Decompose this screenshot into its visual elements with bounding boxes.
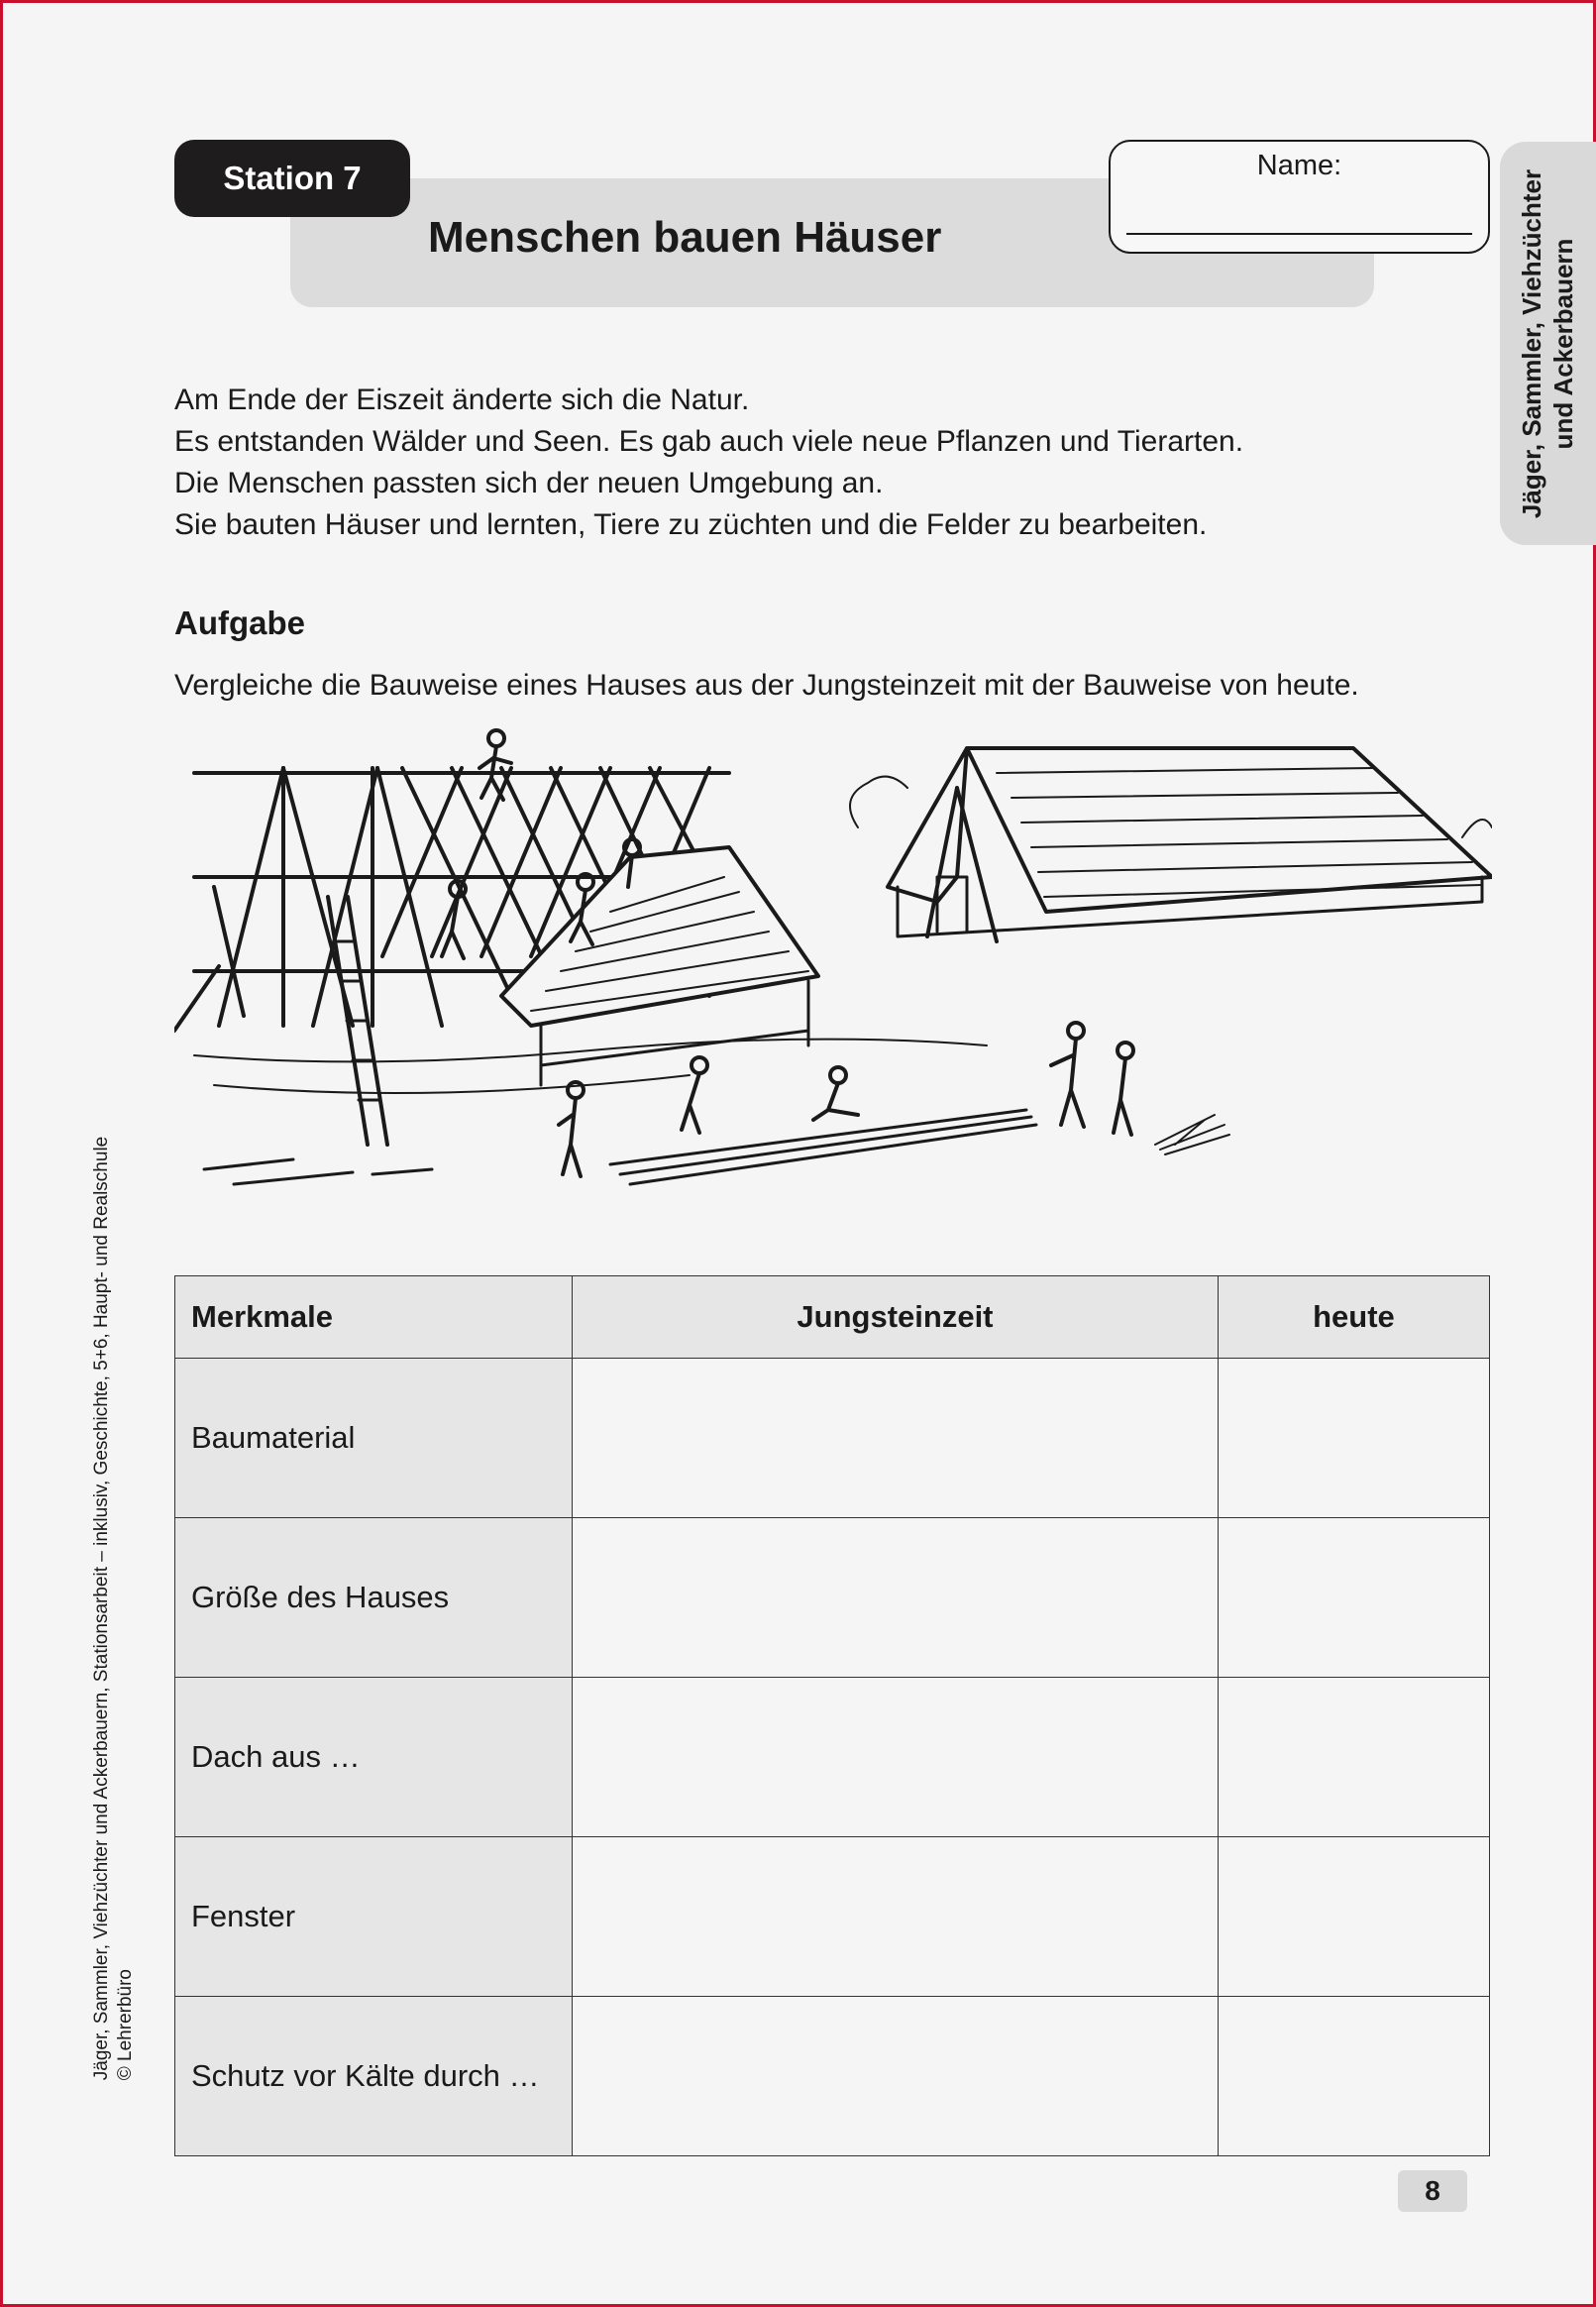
feature-cell: Baumaterial [175, 1359, 573, 1518]
intro-line: Die Menschen passten sich der neuen Umgebung an. [174, 467, 884, 499]
task-text: Vergleiche die Bauweise eines Hauses aus der Jungsteinzeit mit der Bauweise von heute. [174, 669, 1359, 702]
feature-cell: Schutz vor Kälte durch … [175, 1997, 573, 2156]
intro-line: Es entstanden Wälder und Seen. Es gab auch viele neue Pflanzen und Tierarten. [174, 425, 1244, 458]
answer-cell-jungsteinzeit[interactable] [573, 1359, 1219, 1518]
side-tab-text [1500, 142, 1596, 545]
answer-cell-jungsteinzeit[interactable] [573, 1518, 1219, 1678]
page-title: Menschen bauen Häuser [428, 213, 942, 262]
answer-cell-heute[interactable] [1218, 1678, 1489, 1837]
answer-cell-heute[interactable] [1218, 1997, 1489, 2156]
answer-cell-jungsteinzeit[interactable] [573, 1678, 1219, 1837]
feature-cell: Fenster [175, 1837, 573, 1997]
intro-text [174, 380, 1243, 546]
name-field[interactable] [1109, 140, 1490, 254]
answer-cell-heute[interactable] [1218, 1518, 1489, 1678]
neolithic-house-illustration [174, 728, 1492, 1224]
answer-cell-jungsteinzeit[interactable] [573, 1837, 1219, 1997]
table-row [175, 1997, 1490, 2156]
side-tab-line-1: Jäger, Sammler, Viehzüchter [1517, 168, 1547, 518]
column-header-jungsteinzeit: Jungsteinzeit [573, 1276, 1219, 1359]
table-row [175, 1359, 1490, 1518]
feature-cell: Größe des Hauses [175, 1518, 573, 1678]
feature-cell: Dach aus … [175, 1678, 573, 1837]
task-heading: Aufgabe [174, 604, 305, 641]
name-label: Name: [1256, 150, 1342, 181]
side-tab-line-2: und Ackerbauern [1548, 238, 1579, 449]
table-header-row [175, 1276, 1490, 1359]
copyright-line-1: Jäger, Sammler, Viehzüchter und Ackerbauern, Stationsarbeit – inklusiv, Geschichte, 5+6, Haupt- und Realschule [91, 1136, 112, 2080]
table-row [175, 1837, 1490, 1997]
comparison-table [174, 1275, 1490, 2156]
table-row [175, 1518, 1490, 1678]
station-badge: Station 7 [174, 140, 410, 217]
answer-cell-heute[interactable] [1218, 1837, 1489, 1997]
intro-line: Am Ende der Eiszeit änderte sich die Natur. [174, 384, 750, 416]
answer-cell-jungsteinzeit[interactable] [573, 1997, 1219, 2156]
column-header-heute: heute [1218, 1276, 1489, 1359]
table-row [175, 1678, 1490, 1837]
copyright-line-2: © Lehrerbüro [115, 1968, 136, 2080]
copyright-note [79, 1050, 149, 2165]
column-header-merkmale: Merkmale [175, 1276, 573, 1359]
intro-line: Sie bauten Häuser und lernten, Tiere zu züchten und die Felder zu bearbeiten. [174, 508, 1208, 541]
answer-cell-heute[interactable] [1218, 1359, 1489, 1518]
name-line [1126, 233, 1472, 235]
page-number: 8 [1398, 2170, 1467, 2212]
